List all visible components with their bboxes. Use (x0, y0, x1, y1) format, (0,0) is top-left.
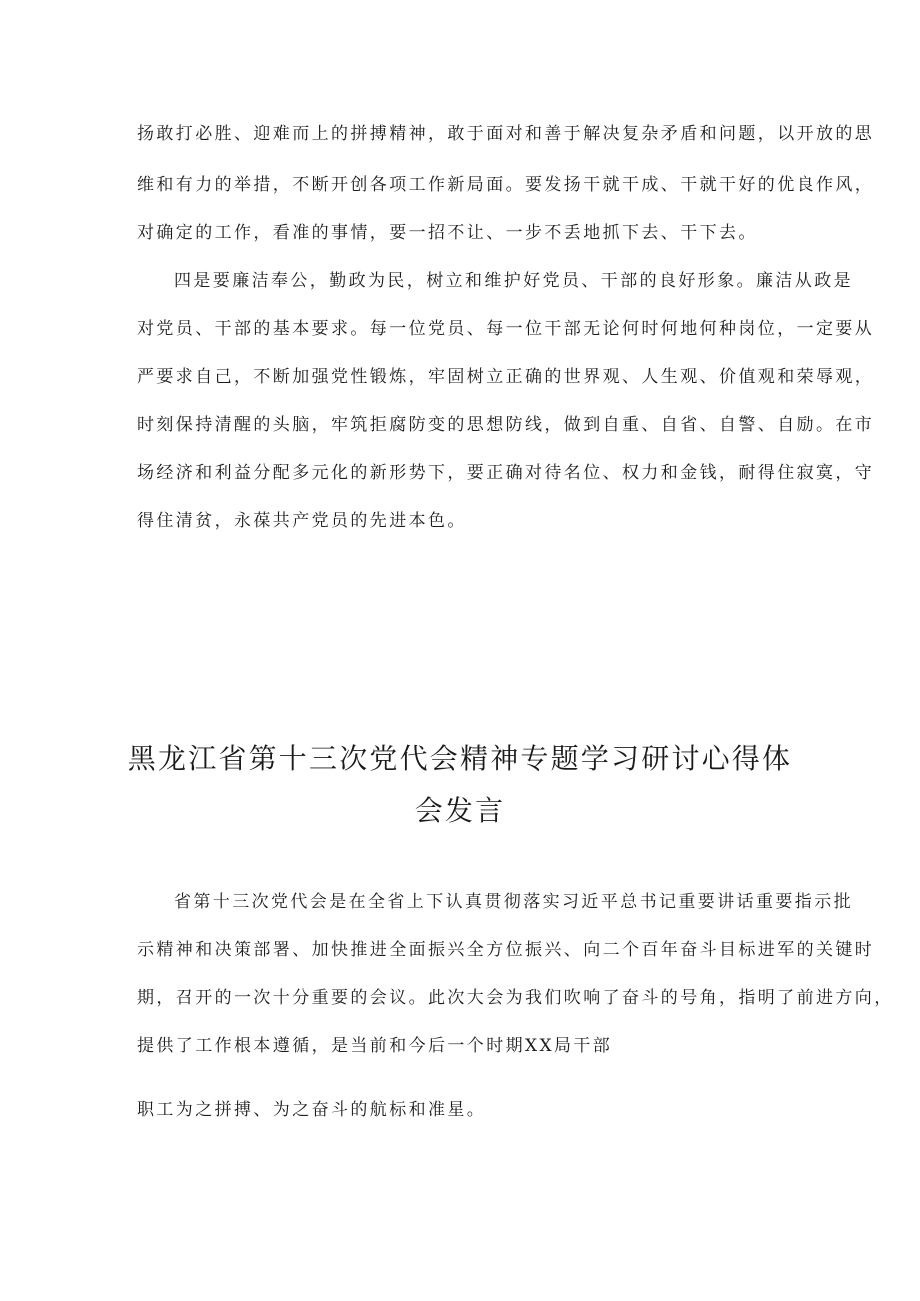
title-line: 黑龙江省第十三次党代会精神专题学习研讨心得体 (127, 742, 793, 775)
text-line: 提供了工作根本遵循，是当前和今后一个时期XX局干部 (137, 1036, 613, 1056)
text-line: 四是要廉洁奉公，勤政为民，树立和维护好党员、干部的良好形象。廉洁从政是 (174, 271, 853, 291)
text-line: 得住清贫，永葆共产党员的先进本色。 (137, 511, 467, 531)
text-line: 对党员、干部的基本要求。每一位党员、每一位干部无论何时何地何种岗位，一定要从 (137, 319, 875, 339)
text-line: 维和有力的举措，不断开创各项工作新局面。要发扬干就干成、干就干好的优良作风， (137, 175, 875, 195)
text-line: 场经济和利益分配多元化的新形势下，要正确对待名位、权力和金钱，耐得住寂寞，守 (137, 463, 875, 483)
text-line: 期，召开的一次十分重要的会议。此次大会为我们吹响了奋斗的号角，指明了前进方向， (137, 988, 894, 1008)
text-line: 省第十三次党代会是在全省上下认真贯彻落实习近平总书记重要讲话重要指示批 (174, 892, 853, 912)
text-line: 时刻保持清醒的头脑，牢筑拒腐防变的思想防线，做到自重、自省、自警、自励。在市 (137, 415, 875, 435)
text-line: 严要求自己，不断加强党性锻炼，牢固树立正确的世界观、人生观、价值观和荣辱观， (137, 367, 875, 387)
text-line: 职工为之拼搏、为之奋斗的航标和准星。 (137, 1100, 487, 1120)
text-line: 示精神和决策部署、加快推进全面振兴全方位振兴、向二个百年奋斗目标进军的关键时 (137, 940, 875, 960)
text-line: 对确定的工作，看准的事情，要一招不让、一步不丢地抓下去、干下去。 (137, 223, 758, 243)
title-line: 会发言 (414, 794, 506, 827)
text-line: 扬敢打必胜、迎难而上的拼搏精神，敢于面对和善于解决复杂矛盾和问题，以开放的思 (137, 124, 875, 144)
